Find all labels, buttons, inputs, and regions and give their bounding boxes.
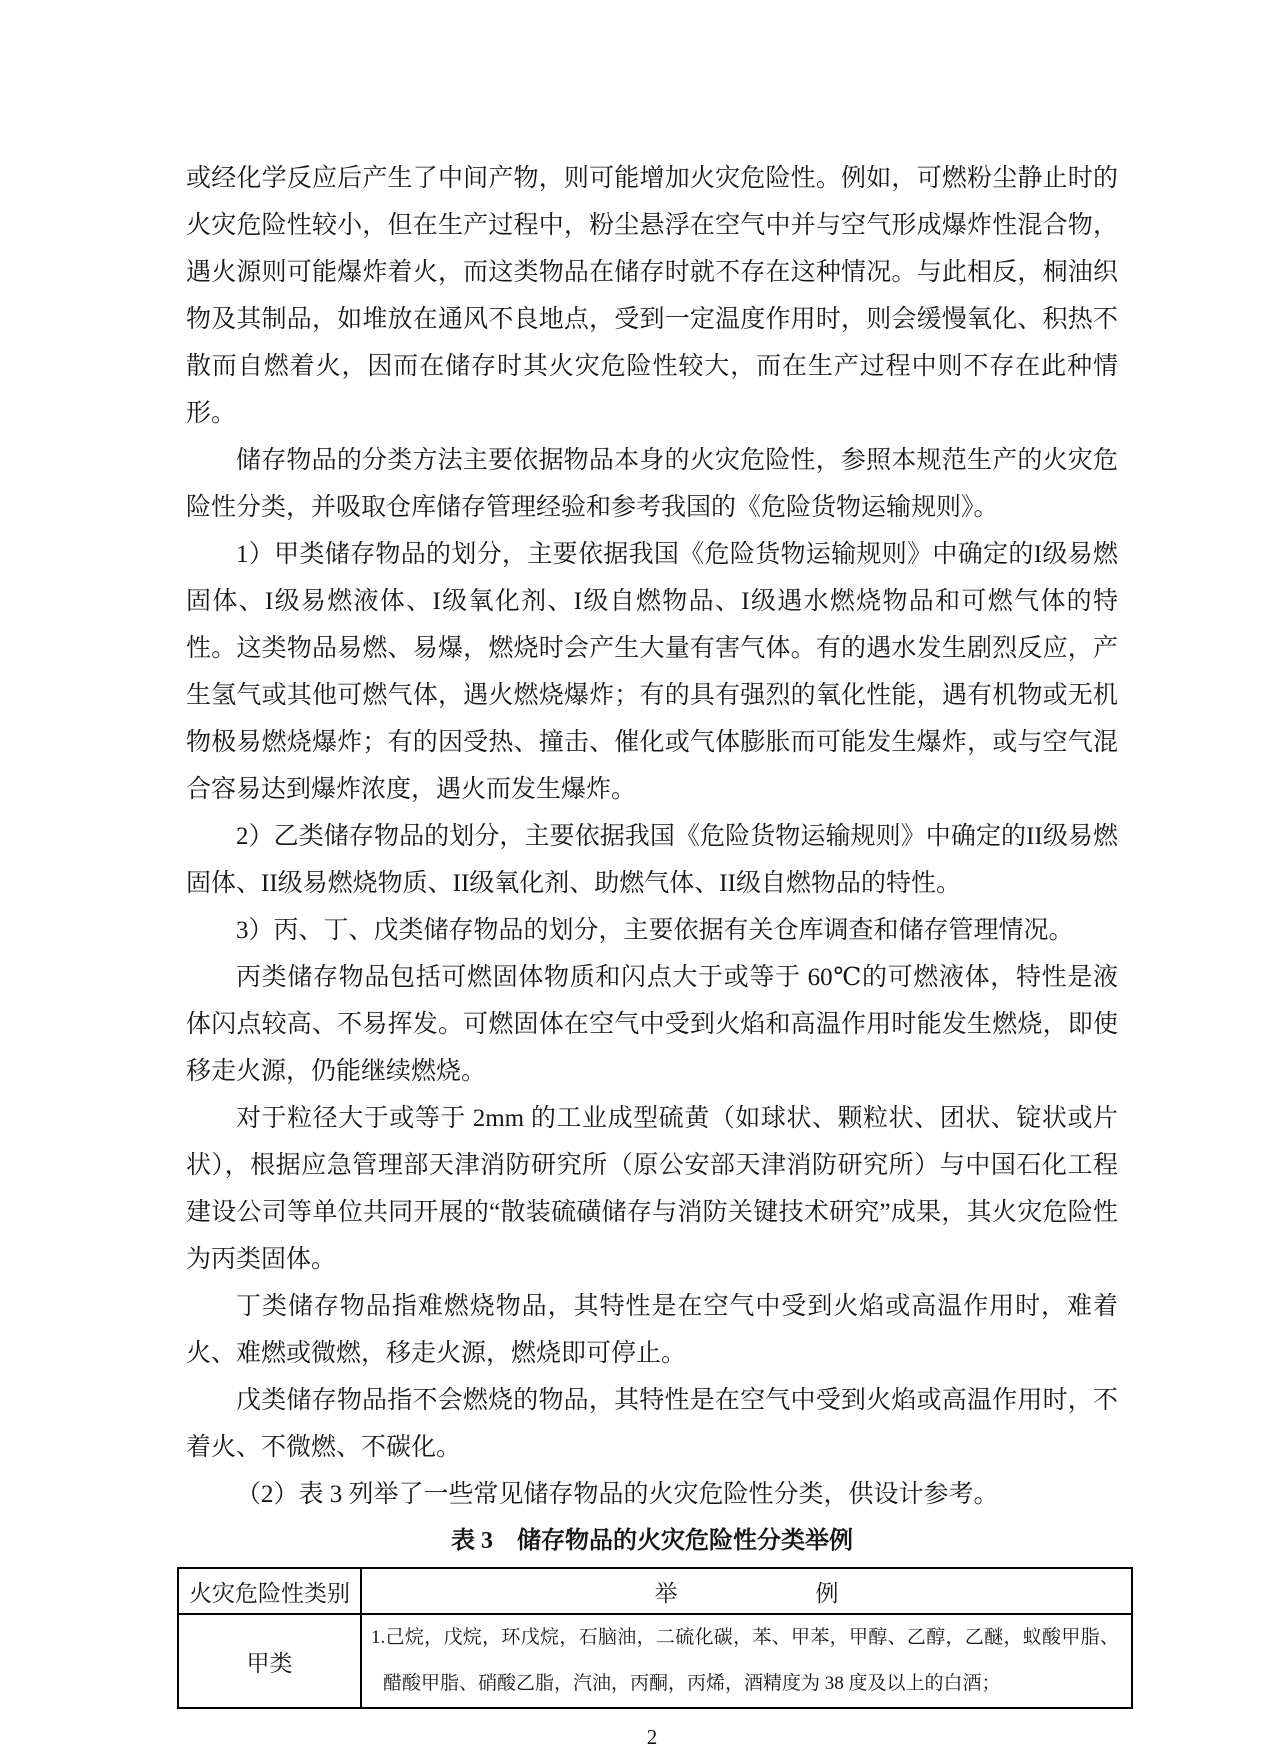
table-header-category: 火灾危险性类别	[178, 1568, 361, 1614]
page-number: 2	[646, 1725, 658, 1749]
body-paragraph: 戊类储存物品指不会燃烧的物品，其特性是在空气中受到火焰或高温作用时，不着火、不微燃、不碳化。	[186, 1387, 1118, 1461]
category-cell: 甲类	[178, 1614, 361, 1708]
body-paragraph: 3）丙、丁、戊类储存物品的划分，主要依据有关仓库调查和储存管理情况。	[236, 917, 1074, 944]
body-paragraph: 或经化学反应后产生了中间产物，则可能增加火灾危险性。例如，可燃粉尘静止时的火灾危险性较小，但在生产过程中，粉尘悬浮在空气中并与空气形成爆炸性混合物，遇火源则可能爆炸着火，而这类物品在储存时就不存在这种情况。与此相反，桐油织物及其制品，如堆放在通风不良地点，受到一定温度作用时，则会缓慢氧化、积热不散而自燃着火，因而在储存时其火灾危险性较大，而在生产过程中则不存在此种情形。	[186, 165, 1118, 427]
page-content	[186, 155, 1118, 1751]
table-caption: 表 3 储存物品的火灾危险性分类举例	[451, 1528, 853, 1554]
classification-table	[177, 1567, 1133, 1709]
body-paragraph: 丁类储存物品指难燃烧物品，其特性是在空气中受到火焰或高温作用时，难着火、难燃或微燃，移走火源，燃烧即可停止。	[186, 1293, 1118, 1367]
table-header-row	[178, 1568, 1132, 1614]
table-header-examples: 举 例	[361, 1568, 1132, 1614]
body-paragraph: 丙类储存物品包括可燃固体物质和闪点大于或等于 60℃的可燃液体，特性是液体闪点较高、不易挥发。可燃固体在空气中受到火焰和高温作用时能发生燃烧，即使移走火源，仍能继续燃烧。	[186, 964, 1118, 1085]
body-paragraph: 1）甲类储存物品的划分，主要依据我国《危险货物运输规则》中确定的I级易燃固体、I级易燃液体、I级氧化剂、I级自燃物品、I级遇水燃烧物品和可燃气体的特性。这类物品易燃、易爆，燃烧时会产生大量有害气体。有的遇水发生剧烈反应，产生氢气或其他可燃气体，遇火燃烧爆炸；有的具有强烈的氧化性能，遇有机物或无机物极易燃烧爆炸；有的因受热、撞击、催化或气体膨胀而可能发生爆炸，或与空气混合容易达到爆炸浓度，遇火而发生爆炸。	[186, 541, 1118, 803]
body-paragraph: 2）乙类储存物品的划分，主要依据我国《危险货物运输规则》中确定的II级易燃固体、II级易燃烧物质、II级氧化剂、助燃气体、II级自燃物品的特性。	[186, 823, 1118, 897]
table-row	[178, 1614, 1132, 1708]
body-paragraph: 对于粒径大于或等于 2mm 的工业成型硫黄（如球状、颗粒状、团状、锭状或片状），根据应急管理部天津消防研究所（原公安部天津消防研究所）与中国石化工程建设公司等单位共同开展的“散装硫磺储存与消防关键技术研究”成果，其火灾危险性为丙类固体。	[186, 1105, 1118, 1273]
examples-cell: 1.己烷，戊烷，环戊烷，石脑油，二硫化碳，苯、甲苯，甲醇、乙醇，乙醚，蚁酸甲脂、醋酸甲脂、硝酸乙脂，汽油，丙酮，丙烯，酒精度为 38 度及以上的白酒；	[361, 1614, 1132, 1708]
body-paragraph: （2）表 3 列举了一些常见储存物品的火灾危险性分类，供设计参考。	[236, 1481, 999, 1508]
body-paragraph: 储存物品的分类方法主要依据物品本身的火灾危险性，参照本规范生产的火灾危险性分类，并吸取仓库储存管理经验和参考我国的《危险货物运输规则》。	[186, 447, 1118, 521]
